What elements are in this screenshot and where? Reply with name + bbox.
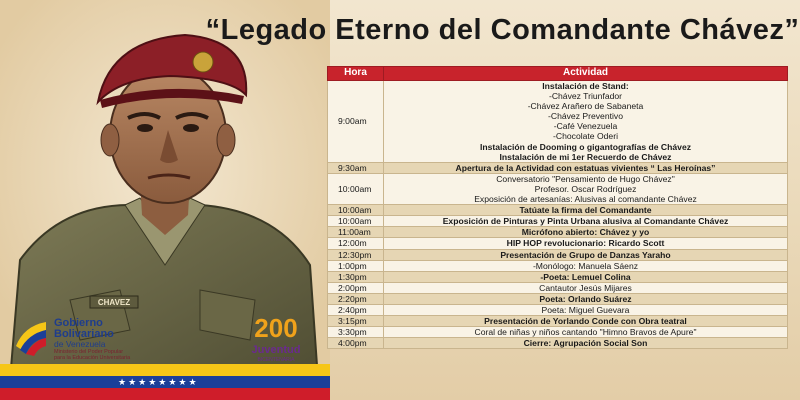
row-activity (384, 260, 788, 271)
activity-line: Presentación de Yorlando Conde con Obra teatral (484, 316, 687, 327)
row-time: 10:00am (328, 173, 384, 204)
gob-line1: Gobierno (54, 317, 103, 329)
gob-line4: Ministerio del Poder Popular (54, 349, 124, 355)
table-row (328, 81, 788, 163)
juventud-word: Juventud (251, 344, 301, 356)
activity-line: HIP HOP revolucionario: Ricardo Scott (506, 238, 665, 249)
flag-blue-band (0, 376, 330, 388)
row-activity (384, 173, 788, 204)
activity-line: -Chávez Arañero de Sabaneta (527, 101, 644, 112)
activity-line: -Chávez Preventivo (548, 111, 623, 122)
table-row (328, 249, 788, 260)
activity-line: Instalación de Stand: (542, 81, 629, 91)
activity-line: Cierre: Agrupación Social Son (523, 338, 648, 349)
row-activity (384, 316, 788, 327)
table-row (328, 162, 788, 173)
gob-line3: de Venezuela (54, 339, 106, 349)
activity-line: Presentación de Grupo de Danzas Yaraho (500, 249, 671, 260)
venezuela-flag-strip (0, 364, 330, 400)
activity-line: -Monólogo: Manuela Sáenz (532, 260, 639, 271)
header-actividad: Actividad (384, 67, 788, 81)
header-hora: Hora (328, 67, 384, 81)
activity-line: -Chocolate Oderi (553, 131, 618, 142)
row-activity (384, 304, 788, 315)
table-row (328, 282, 788, 293)
schedule-body (328, 81, 788, 349)
gobierno-bolivariano-logo (12, 318, 182, 360)
activity-line: Exposición de Pinturas y Pinta Urbana alusiva al Comandante Chávez (442, 216, 729, 227)
row-time: 3:15pm (328, 316, 384, 327)
table-row (328, 173, 788, 204)
row-time: 3:30pm (328, 327, 384, 338)
gob-line5: para la Educación Universitaria (54, 355, 131, 361)
activity-line: -Poeta: Lemuel Colina (540, 271, 631, 282)
row-time: 4:00pm (328, 338, 384, 349)
activity-line: Conversatorio "Pensamiento de Hugo Chávez" (496, 173, 675, 184)
activity-line: Micrófono abierto: Chávez y yo (521, 227, 650, 238)
row-activity (384, 327, 788, 338)
flag-red-band (0, 388, 330, 400)
row-activity (384, 227, 788, 238)
table-row (328, 338, 788, 349)
activity-line: Profesor. Oscar Rodríguez (534, 183, 637, 194)
juventud-number: 200 (254, 313, 298, 343)
row-time: 2:00pm (328, 282, 384, 293)
activity-line: Coral de niñas y niños cantando "Himno Bravos de Apure" (474, 327, 697, 338)
row-time: 12:00m (328, 238, 384, 249)
flag-yellow-band (0, 364, 330, 376)
flag-stars: ★★★★★★★★ (118, 377, 199, 387)
table-row (328, 304, 788, 315)
row-activity (384, 162, 788, 173)
row-activity (384, 271, 788, 282)
row-time: 2:20pm (328, 293, 384, 304)
table-row (328, 227, 788, 238)
flag-emblem-icon (12, 318, 50, 356)
table-row (328, 327, 788, 338)
row-activity (384, 338, 788, 349)
row-activity (384, 293, 788, 304)
gob-line2: Bolivariano (54, 328, 114, 340)
row-time: 9:30am (328, 162, 384, 173)
schedule-table (327, 66, 788, 349)
table-row (328, 238, 788, 249)
row-time: 1:00pm (328, 260, 384, 271)
row-activity (384, 249, 788, 260)
name-tag-text: CHAVEZ (97, 298, 131, 307)
table-row (328, 271, 788, 282)
row-activity (384, 238, 788, 249)
activity-line: -Café Venezuela (553, 121, 618, 132)
row-time: 10:00am (328, 216, 384, 227)
activity-line: Poeta: Orlando Suárez (539, 293, 632, 304)
page-title: “Legado Eterno del Comandante Chávez” (205, 14, 800, 46)
activity-line: Cantautor Jesús Mijares (539, 282, 632, 293)
activity-line: Instalación de mi 1er Recuerdo de Chávez (499, 151, 672, 162)
row-activity (384, 205, 788, 216)
activity-line: Apertura de la Actividad con estatuas vivientes “ Las Heroínas” (455, 162, 716, 173)
table-row (328, 316, 788, 327)
table-row (328, 205, 788, 216)
row-time: 2:40pm (328, 304, 384, 315)
juventud-sub: BICENTENARIA (257, 357, 295, 363)
row-activity (384, 81, 788, 163)
row-time: 1:30pm (328, 271, 384, 282)
activity-line: Instalación de Dooming o gigantografías de Chávez (479, 141, 692, 152)
row-time: 12:30pm (328, 249, 384, 260)
row-time: 11:00am (328, 227, 384, 238)
row-activity (384, 282, 788, 293)
beret-badge (193, 52, 213, 72)
row-time: 10:00am (328, 205, 384, 216)
row-time: 9:00am (328, 81, 384, 163)
table-row (328, 293, 788, 304)
table-header-row (328, 67, 788, 81)
table-row (328, 216, 788, 227)
table-row (328, 260, 788, 271)
row-activity (384, 216, 788, 227)
activity-line: Exposición de artesanías: Alusivas al comandante Chávez (474, 194, 697, 205)
activity-line: Poeta: Miguel Guevara (541, 304, 630, 315)
activity-line: Tatúate la firma del Comandante (519, 205, 652, 216)
activity-line: -Chávez Triunfador (548, 91, 623, 102)
